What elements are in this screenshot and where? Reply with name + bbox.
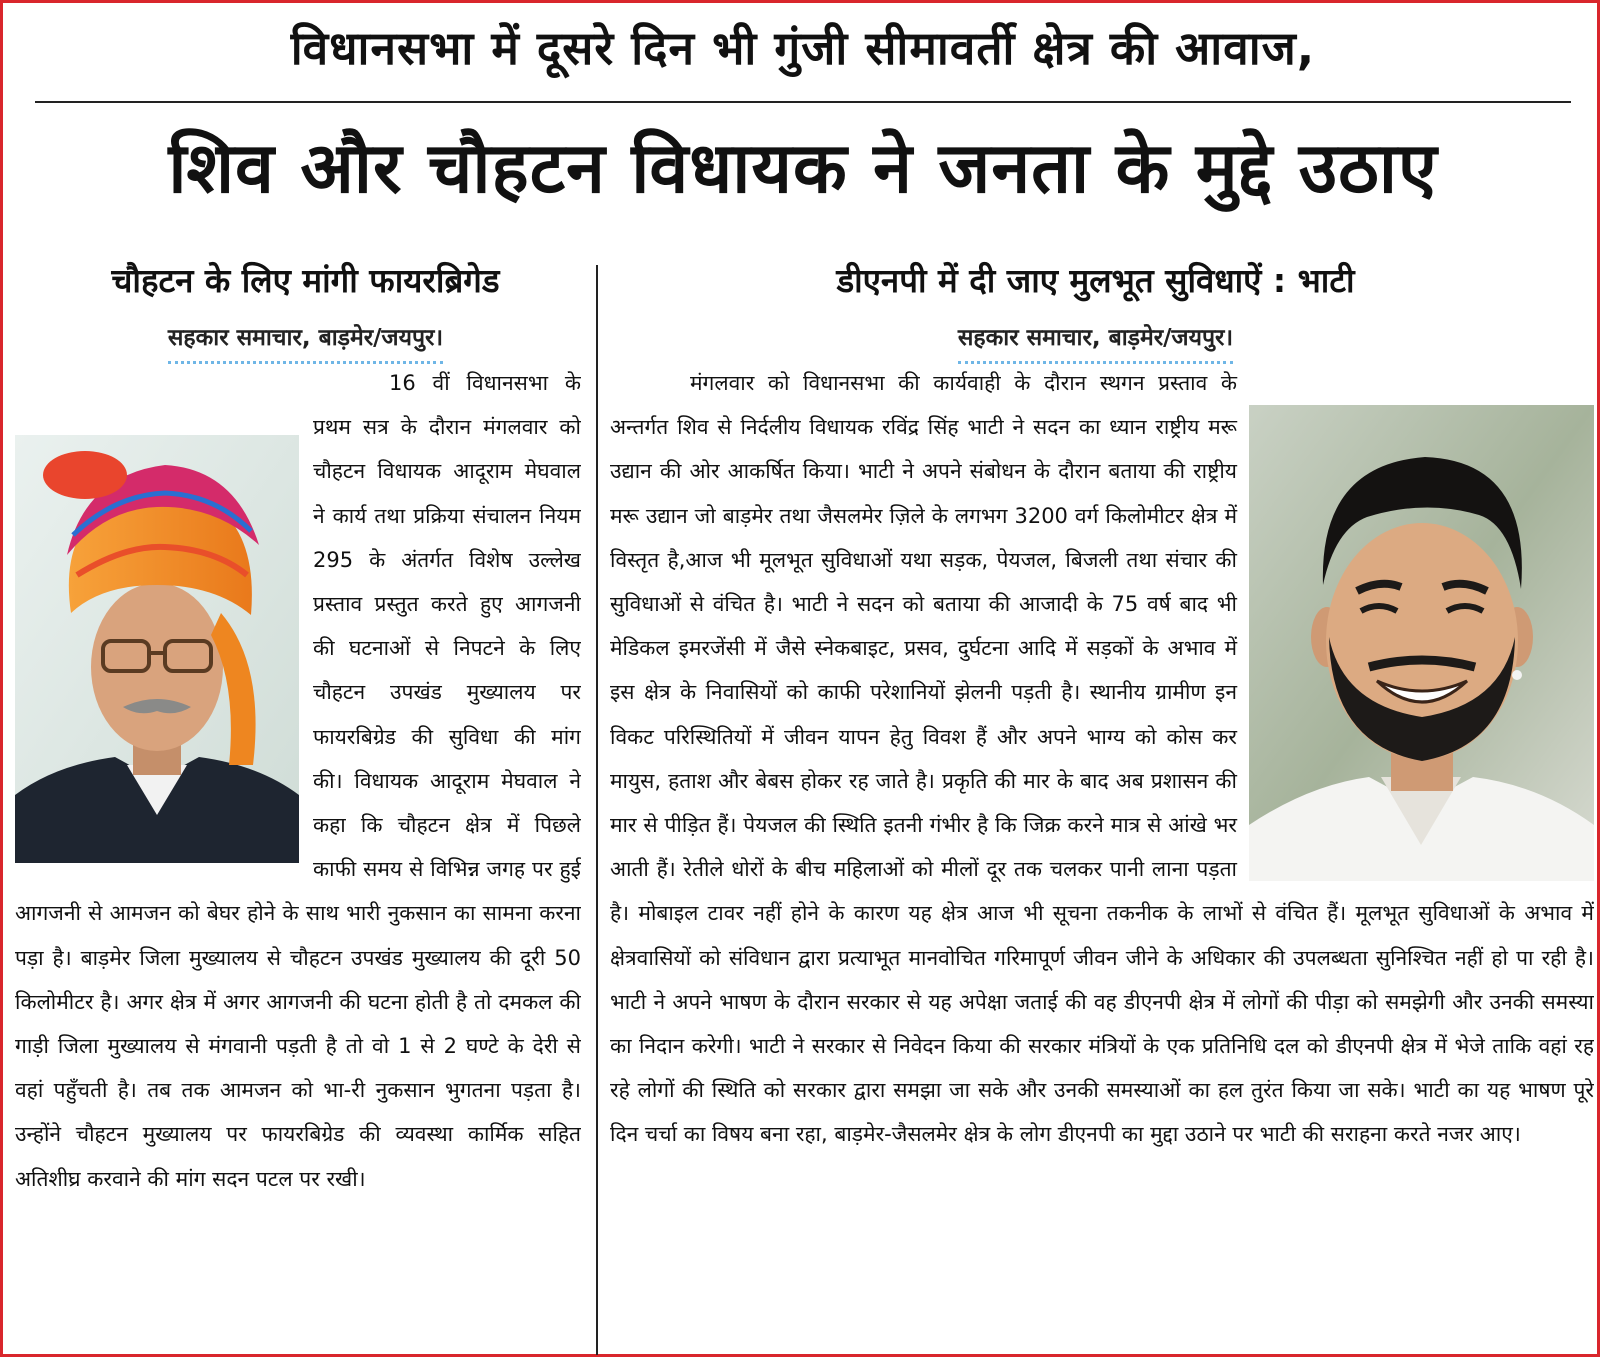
right-article-body [610, 361, 1594, 1351]
right-dateline [608, 321, 1583, 364]
portrait-man-turban-icon [15, 435, 299, 863]
left-dateline-text: सहकार समाचार, बाड़मेर/जयपुर। [168, 321, 443, 364]
right-article-text: मंगलवार को विधानसभा की कार्यवाही के दौरान स्थगन प्रस्ताव के अन्तर्गत शिव से निर्दलीय विधायक रविंद्र सिंह भाटी ने सदन का ध्यान राष्ट्रीय मरू उद्यान की ओर आकर्षित किया। भाटी ने अपने संबोधन के दौरान बताया की राष्ट्रीय मरू उद्यान जो बाड़मेर तथा जैसलमेर ज़िले के लगभग 3200 वर्ग किलोमीटर क्षेत्र में विस्तृत है,आज भी मूलभूत सुविधाओं यथा सड़क, पेयजल, बिजली तथा संचार की सुविधाओं से वंचित है। भाटी ने सदन को बताया की आजादी के 75 वर्ष बाद भी मेडिकल इमरजेंसी में जैसे स्नेकबाइट, प्रसव, दुर्घटना आदि में सड़कों के अभाव में इस क्षेत्र के निवासियों को काफी परेशानियों झेलनी पड़ती है। स्थानीय ग्रामीण इन विकट परिस्थितियों में जीवन यापन हेतु विवश हैं और अपने भाग्य को कोस कर मायुस, हताश और बेबस होकर रह जाते है। प्रकृति की मार के बाद अब प्रशासन की मार से पीड़ित हैं। पेयजल की स्थिति इतनी गंभीर है कि जिक्र करने मात्र से आंखे भर आती हैं। रेतीले धोरों के बीच महिलाओं को मीलों दूर तक चलकर पानी लाना पड़ता है। मोबाइल टावर नहीं होने के कारण यह क्षेत्र आज भी सूचना तकनीक के लाभों से वंचित हैं। मूलभूत सुविधाओं के अभाव में क्षेत्रवासियों को संविधान द्वारा प्रत्याभूत मानवोचित गरिमापूर्ण जीवन जीने के अधिकार की उपलब्धता सुनिश्चित नहीं हो पा रही है। भाटी ने अपने भाषण के दौरान सरकार से यह अपेक्षा जताई की वह डीएनपी क्षेत्र में लोगों की पीड़ा को समझेगी और उनकी समस्या का निदान करेगी। भाटी ने सरकार से निवेदन किया की सरकार मंत्रियों के एक प्रतिनिधि दल को डीएनपी क्षेत्र में भेजे ताकि वहां रह रहे लोगों की स्थिति को सरकार द्वारा समझा जा सके और उनकी समस्याओं का हल तुरंत किया जा सके। भाटी का यह भाषण पूरे दिन चर्चा का विषय बना रहा, बाड़मेर-जैसलमेर क्षेत्र के लोग डीएनपी का मुद्दा उठाने पर भाटी की सराहना करते नजर आए। [610, 371, 1594, 1147]
main-headline: शिव और चौहटन विधायक ने जनता के मुद्दे उठाए [168, 127, 1438, 209]
left-photo [15, 435, 299, 863]
left-dateline [23, 321, 588, 364]
portrait-man-smiling-icon [1249, 405, 1594, 881]
right-photo [1249, 405, 1594, 881]
left-article-title: चौहटन के लिए मांगी फायरब्रिगेड [111, 261, 500, 300]
headline-divider [35, 101, 1571, 103]
left-article-text: 16 वीं विधानसभा के प्रथम सत्र के दौरान मंगलवार को चौहटन विधायक आदूराम मेघवाल ने कार्य तथा प्रक्रिया संचालन नियम 295 के अंतर्गत विशेष उल्लेख प्रस्ताव प्रस्तुत करते हुए आगजनी की घटनाओं से निपटने के लिए चौहटन उपखंड मुख्यालय पर फायरबिग्रेड की सुविधा की मांग की। विधायक आदूराम मेघवाल ने कहा कि चौहटन क्षेत्र में पिछले काफी समय से विभिन्न जगह पर हुई आगजनी से आमजन को बेघर होने के साथ भारी नुकसान का सामना करना पड़ा है। बाड़मेर जिला मुख्यालय से चौहटन उपखंड मुख्यालय की दूरी 50 किलोमीटर है। अगर क्षेत्र में अगर आगजनी की घटना होती है तो दमकल की गाड़ी जिला मुख्यालय से मंगवानी पड़ती है तो वो 1 से 2 घण्टे के देरी से वहां पहुँचती है। तब तक आमजन को भा-री नुकसान भुगतना पड़ता है। उन्होंने चौहटन मुख्यालय पर फायरबिग्रेड की व्यवस्था कार्मिक सहित अतिशीघ्र करवाने की मांग सदन पटल पर रखी। [15, 371, 581, 1191]
right-article-title: डीएनपी में दी जाए मुलभूत सुविधाऐं : भाटी [836, 261, 1355, 300]
left-article-body [15, 361, 581, 1351]
kicker-headline: विधानसभा में दूसरे दिन भी गुंजी सीमावर्ती क्षेत्र की आवाज, [290, 21, 1316, 75]
column-divider [596, 265, 598, 1355]
right-dateline-text: सहकार समाचार, बाड़मेर/जयपुर। [958, 321, 1233, 364]
